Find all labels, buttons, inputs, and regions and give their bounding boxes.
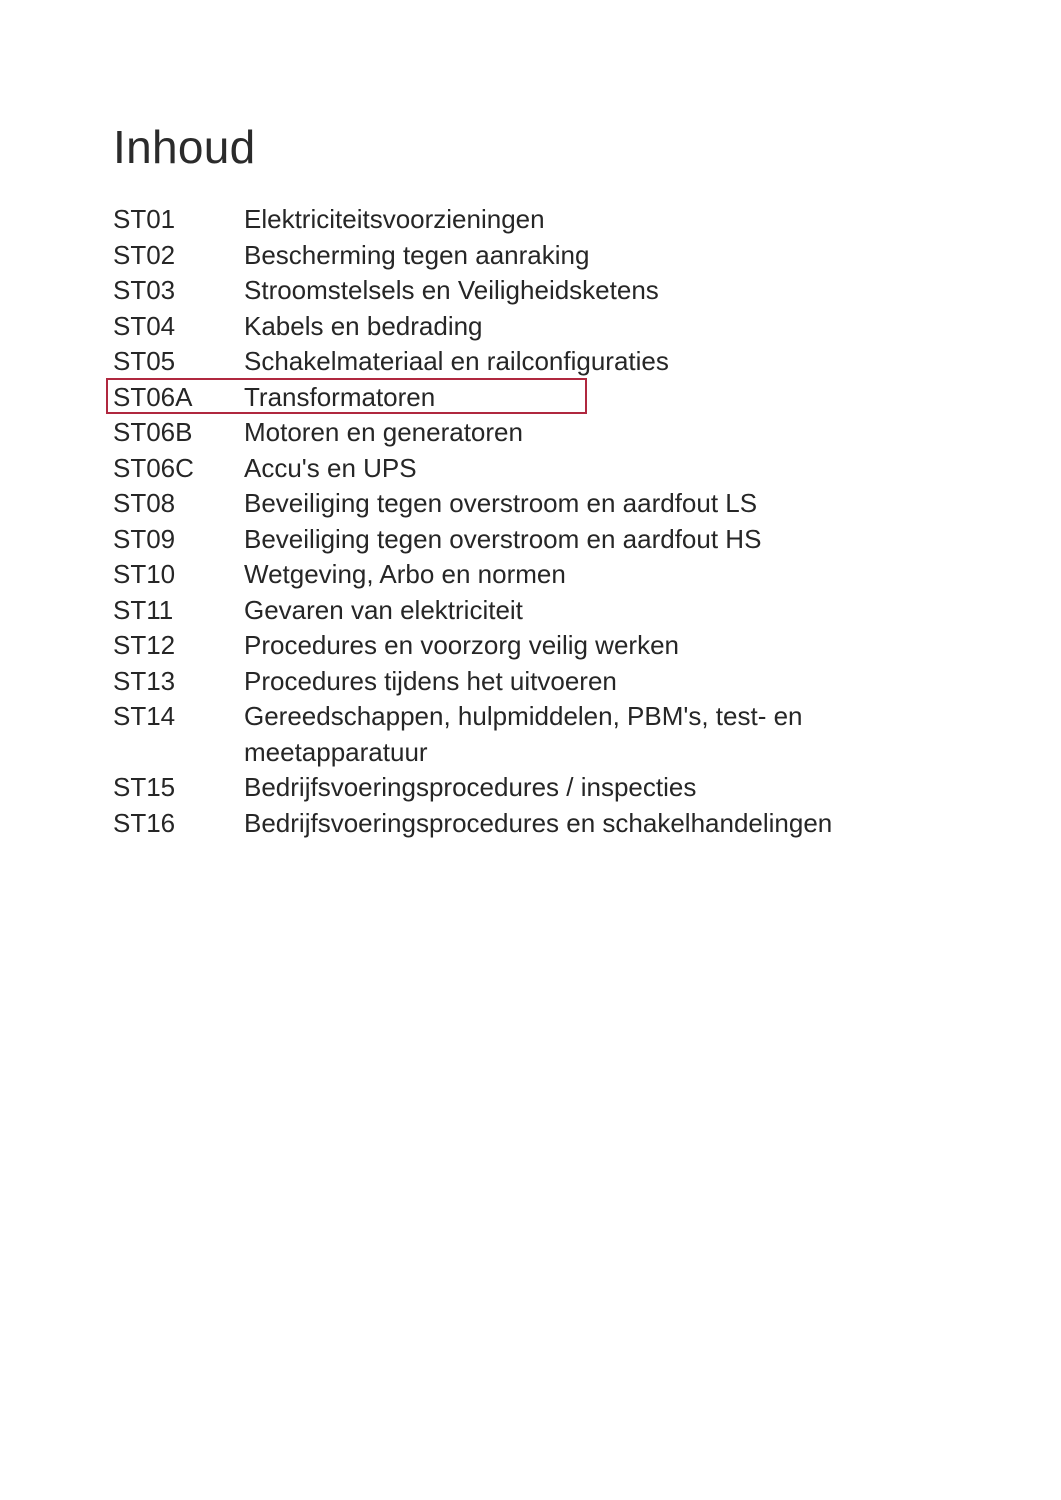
toc-entry[interactable] bbox=[113, 344, 943, 380]
toc-entry-title: Transformatoren bbox=[244, 381, 436, 412]
toc-entry-title: Kabels en bedrading bbox=[244, 310, 483, 341]
toc-entry-title: Schakelmateriaal en railconfiguraties bbox=[244, 346, 669, 376]
toc-entry-code: ST10 bbox=[113, 559, 176, 589]
toc-entry-code: ST06C bbox=[113, 452, 194, 483]
toc-entry-code: ST14 bbox=[113, 701, 176, 731]
toc-entry-code: ST13 bbox=[113, 665, 176, 696]
toc-entry[interactable] bbox=[113, 202, 943, 238]
toc-entry-title: Wetgeving, Arbo en normen bbox=[244, 559, 566, 589]
toc-entry-title: Elektriciteitsvoorzieningen bbox=[244, 204, 545, 234]
toc-entry-code: ST15 bbox=[113, 772, 176, 802]
toc-entry-code: ST03 bbox=[113, 275, 176, 305]
toc-entry[interactable] bbox=[113, 557, 943, 593]
toc-entry-highlighted[interactable] bbox=[113, 380, 943, 416]
toc-entry-title: Gevaren van elektriciteit bbox=[244, 594, 523, 625]
toc-entry-title: Bedrijfsvoeringsprocedures / inspecties bbox=[244, 772, 697, 802]
toc-entry-code: ST05 bbox=[113, 346, 176, 376]
toc-entry-code: ST16 bbox=[113, 807, 176, 838]
table-of-contents bbox=[113, 202, 943, 841]
toc-entry-title: Stroomstelsels en Veiligheidsketens bbox=[244, 275, 659, 305]
toc-entry[interactable] bbox=[113, 628, 943, 664]
toc-entry-code: ST08 bbox=[113, 488, 176, 518]
toc-entry[interactable] bbox=[113, 770, 943, 806]
toc-entry-code: ST06B bbox=[113, 417, 193, 447]
toc-entry[interactable] bbox=[113, 486, 943, 522]
toc-entry[interactable] bbox=[113, 699, 943, 770]
toc-entry-title: Accu's en UPS bbox=[244, 452, 417, 483]
toc-entry[interactable] bbox=[113, 664, 943, 700]
toc-entry-title: Beveiliging tegen overstroom en aardfout HS bbox=[244, 523, 762, 554]
toc-entry-title: Beveiliging tegen overstroom en aardfout LS bbox=[244, 488, 758, 518]
toc-entry-title: Procedures tijdens het uitvoeren bbox=[244, 665, 617, 696]
toc-entry-code: ST09 bbox=[113, 523, 176, 554]
toc-entry-code: ST06A bbox=[113, 381, 193, 412]
toc-entry[interactable] bbox=[113, 415, 943, 451]
toc-entry-code: ST11 bbox=[113, 594, 174, 625]
toc-entry-code: ST12 bbox=[113, 630, 176, 660]
toc-entry-title: Motoren en generatoren bbox=[244, 417, 523, 447]
toc-entry[interactable] bbox=[113, 593, 943, 629]
toc-entry-code: ST02 bbox=[113, 239, 176, 270]
page-title: Inhoud bbox=[113, 121, 256, 173]
toc-entry[interactable] bbox=[113, 522, 943, 558]
toc-entry[interactable] bbox=[113, 273, 943, 309]
toc-entry[interactable] bbox=[113, 806, 943, 842]
toc-entry[interactable] bbox=[113, 238, 943, 274]
toc-entry[interactable] bbox=[113, 309, 943, 345]
toc-entry-title: Bescherming tegen aanraking bbox=[244, 239, 590, 270]
toc-entry-code: ST01 bbox=[113, 204, 176, 234]
toc-entry-title: Procedures en voorzorg veilig werken bbox=[244, 630, 679, 660]
toc-entry-code: ST04 bbox=[113, 310, 176, 341]
toc-entry-title: Bedrijfsvoeringsprocedures en schakelhandelingen bbox=[244, 807, 833, 838]
toc-entry-title: Gereedschappen, hulpmiddelen, PBM's, test- en meetapparatuur bbox=[244, 701, 803, 767]
toc-entry[interactable] bbox=[113, 451, 943, 487]
